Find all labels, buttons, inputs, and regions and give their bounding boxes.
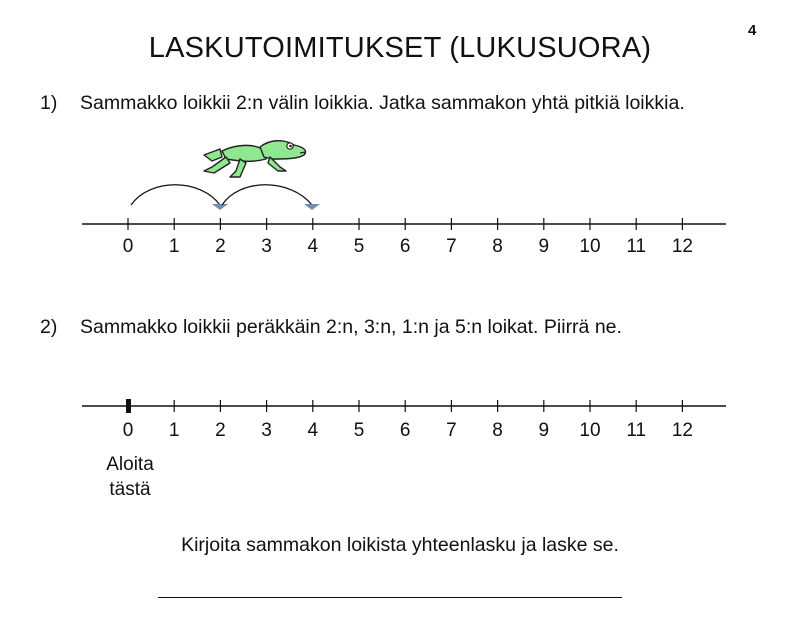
- frog-icon: [200, 137, 312, 181]
- instruction-text: Kirjoita sammakon loikista yhteenlasku ja laske se.: [181, 534, 619, 556]
- jump-arc-2-4: [222, 185, 312, 205]
- arrowhead-icon: [212, 204, 228, 210]
- tick-label-0: 0: [122, 420, 134, 441]
- tick-label-7: 7: [446, 236, 457, 257]
- jump-arc-0-2: [131, 185, 220, 205]
- tick-label-5: 5: [353, 236, 365, 257]
- page-title: LASKUTOIMITUKSET (LUKUSUORA): [148, 32, 652, 64]
- tick-label-0: 0: [122, 236, 134, 257]
- tick-label-10: 10: [579, 236, 601, 257]
- task-1-number: 1): [40, 92, 58, 114]
- tick-label-1: 1: [168, 236, 180, 257]
- arrowhead-icon: [304, 204, 320, 210]
- tick-label-11: 11: [626, 420, 647, 441]
- tick-label-8: 8: [492, 420, 503, 441]
- start-label: [100, 452, 160, 502]
- tick-label-11: 11: [626, 236, 647, 257]
- number-line-1: [0, 180, 800, 275]
- tick-label-2: 2: [215, 420, 226, 441]
- tick-label-8: 8: [492, 236, 503, 257]
- tick-label-9: 9: [538, 420, 550, 441]
- tick-label-12: 12: [671, 236, 693, 257]
- tick-label-4: 4: [307, 236, 319, 257]
- answer-line[interactable]: [158, 597, 622, 598]
- task-1-text: Sammakko loikkii 2:n välin loikkia. Jatka sammakon yhtä pitkiä loikkia.: [80, 92, 685, 114]
- tick-label-2: 2: [215, 236, 226, 257]
- tick-label-3: 3: [261, 420, 272, 441]
- tick-label-12: 12: [671, 420, 693, 441]
- tick-label-9: 9: [538, 236, 550, 257]
- tick-label-3: 3: [261, 236, 272, 257]
- start-label-line-1: Aloita: [106, 454, 154, 475]
- tick-label-5: 5: [353, 420, 365, 441]
- tick-label-1: 1: [168, 420, 180, 441]
- start-label-line-2: tästä: [109, 479, 151, 500]
- task-2-number: 2): [40, 316, 58, 338]
- page-number: 4: [748, 22, 757, 39]
- tick-label-7: 7: [446, 420, 457, 441]
- number-line-2: [0, 366, 800, 451]
- tick-label-6: 6: [399, 420, 411, 441]
- tick-label-10: 10: [579, 420, 601, 441]
- tick-label-4: 4: [307, 420, 319, 441]
- tick-label-6: 6: [399, 236, 411, 257]
- task-2-text: Sammakko loikkii peräkkäin 2:n, 3:n, 1:n ja 5:n loikat. Piirrä ne.: [80, 316, 622, 338]
